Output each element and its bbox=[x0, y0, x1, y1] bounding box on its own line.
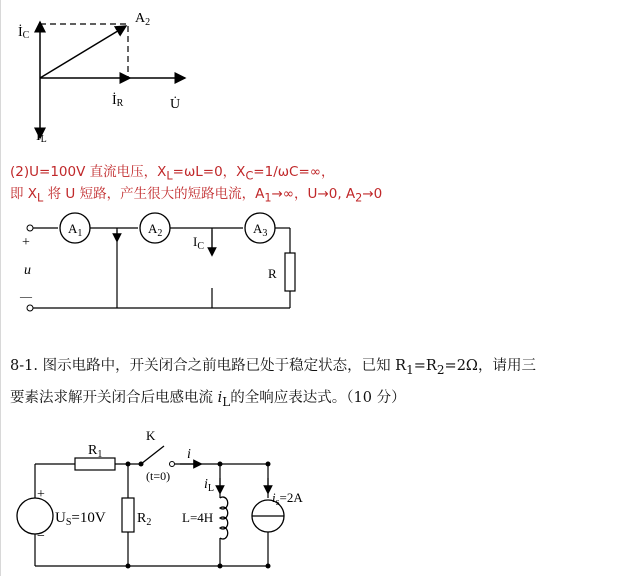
r2-label: $R_2$ bbox=[137, 511, 152, 528]
ammeter-a1-label: $A_1$ bbox=[68, 221, 83, 239]
voltage-source-us bbox=[17, 498, 53, 534]
switch-k-blade bbox=[141, 446, 164, 464]
resistor-r1 bbox=[75, 458, 115, 470]
circuit1-minus: — bbox=[20, 289, 32, 303]
answer-note-line-2: 即 $X_L$ 将 U 短路，产生很大的短路电流，$A_1\to\infty$，U→0, $A_2\to 0$ bbox=[10, 186, 383, 205]
resistor-r2 bbox=[122, 498, 134, 532]
circuit-diagram-2 bbox=[0, 416, 303, 576]
phasor-label-a2: $A_2$ bbox=[135, 11, 151, 28]
switch-k-label: K bbox=[146, 428, 156, 443]
phasor-label-il: İL bbox=[36, 129, 47, 145]
inductor-l bbox=[220, 497, 228, 539]
circuit1-plus: + bbox=[22, 235, 30, 250]
phasor-diagram bbox=[0, 0, 200, 150]
circuit-diagram-1 bbox=[0, 208, 320, 318]
source-plus: + bbox=[37, 487, 45, 502]
current-source-label: $i_s=2A$ bbox=[272, 490, 303, 508]
circuit1-u: u bbox=[24, 263, 31, 278]
problem-line-2: 要素法求解开关闭合后电感电流 $i_L$的全响应表达式。（10 分） bbox=[10, 390, 406, 409]
resistor-r-label: R bbox=[268, 266, 277, 281]
problem-line-1: 8-1. 图示电路中，开关闭合之前电路已处于稳定状态，已知 $R_1=R_2=2\Omega$，请用三 bbox=[10, 358, 536, 377]
terminal-bottom bbox=[27, 305, 33, 311]
current-ic-label: $I_C$ bbox=[193, 234, 205, 252]
phasor-label-u: U̇ bbox=[170, 97, 181, 112]
r1-label: $R_1$ bbox=[88, 443, 103, 460]
switch-time-label: (t=0) bbox=[146, 469, 171, 483]
terminal-top bbox=[27, 225, 33, 231]
inductor-value-label: L=4H bbox=[182, 510, 214, 525]
current-il-label: $i_L$ bbox=[204, 477, 214, 494]
source-minus: − bbox=[37, 529, 45, 544]
resistor-r bbox=[285, 253, 295, 291]
ammeter-a3-label: $A_3$ bbox=[253, 221, 268, 239]
voltage-source-label: $U_S=10V$ bbox=[55, 510, 106, 528]
answer-note-line-1: (2)U=100V 直流电压，$X_L=\omega L=0$，$X_C=1/\omega C=\infty$， bbox=[10, 164, 335, 183]
current-i-label: i bbox=[187, 447, 191, 462]
switch-k-node-right bbox=[170, 462, 175, 467]
ammeter-a2-label: $A_2$ bbox=[148, 221, 163, 239]
phasor-a2-arrow bbox=[40, 26, 126, 78]
phasor-label-ir: İR bbox=[112, 93, 124, 109]
phasor-label-ic: İC bbox=[18, 25, 30, 41]
